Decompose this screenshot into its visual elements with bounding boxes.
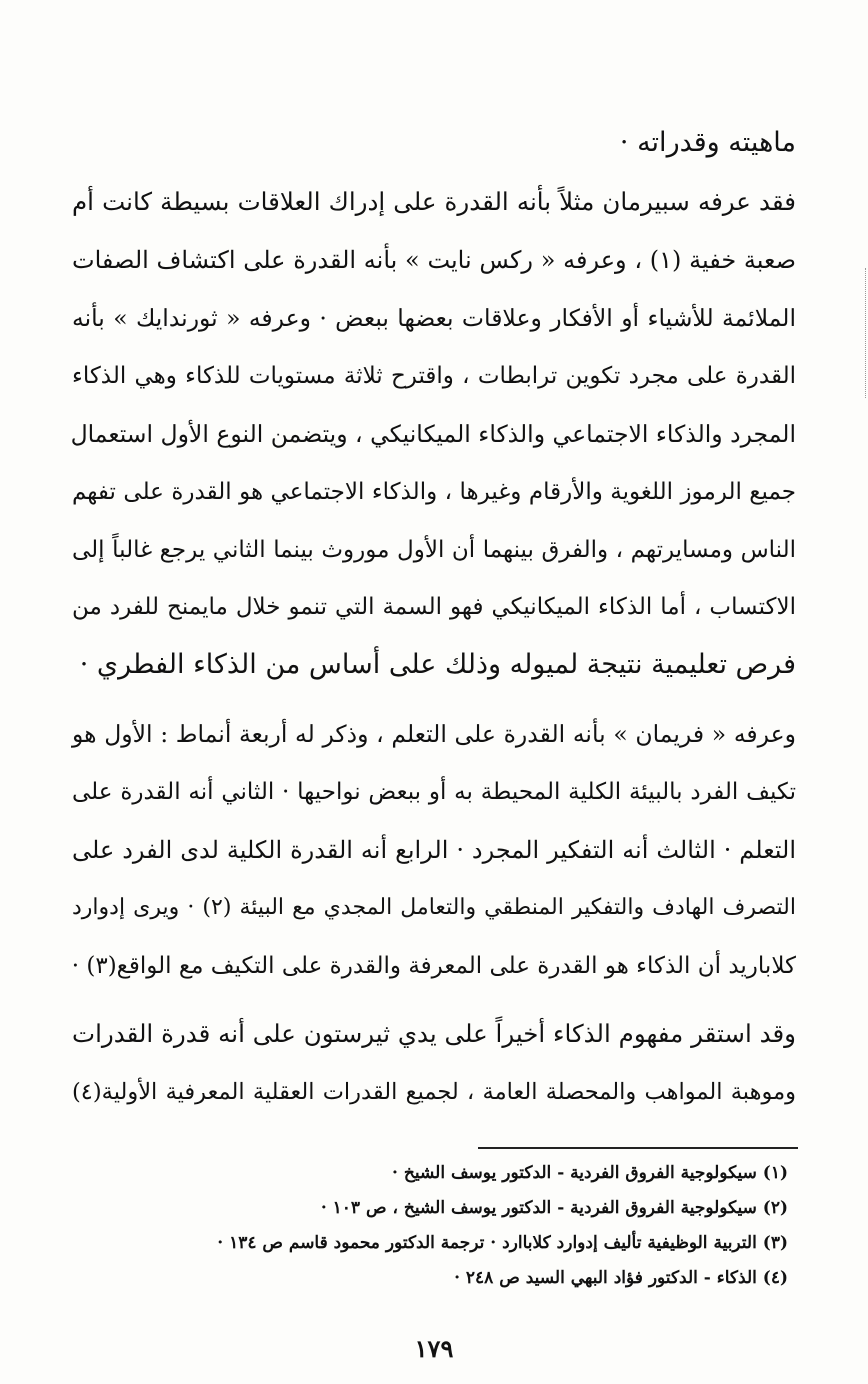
paragraph-1-line-9: فرص تعليمية نتيجة لميوله وذلك على أساس من الذكاء الفطري ·	[79, 649, 796, 680]
paragraph-3-line-2: وموهبة المواهب والمحصلة العامة ، لجميع القدرات العقلية المعرفية الأولية(٤)	[72, 1079, 796, 1105]
paragraph-2-line-3: التعلم · الثالث أنه التفكير المجرد · الرابع أنه القدرة الكلية لدى الفرد على	[72, 836, 796, 864]
paragraph-1-line-4: القدرة على مجرد تكوين ترابطات ، واقترح ثلاثة مستويات للذكاء وهي الذكاء	[72, 363, 796, 389]
footnote-4: (٤) الذكاء - الدكتور فؤاد البهي السيد ص ٢٤٨ ·	[454, 1268, 788, 1288]
footnote-3: (٣) التربية الوظيفية تأليف إدوارد كلاباارد · ترجمة الدكتور محمود قاسم ص ١٣٤ ·	[217, 1233, 788, 1253]
footnote-1: (١) سيكولوجية الفروق الفردية - الدكتور يوسف الشيخ ·	[392, 1163, 788, 1183]
continuation-line: ماهيته وقدراته ·	[619, 127, 796, 158]
paragraph-1-line-8: الاكتساب ، أما الذكاء الميكانيكي فهو السمة التي تنمو خلال مايمنح للفرد من	[72, 594, 796, 620]
paragraph-1-line-1: فقد عرفه سبيرمان مثلاً بأنه القدرة على إدراك العلاقات بسيطة كانت أم	[72, 187, 796, 216]
paragraph-1-line-2: صعبة خفية (١) ، وعرفه « ركس نايت » بأنه القدرة على اكتشاف الصفات	[72, 246, 796, 274]
paragraph-1-line-7: الناس ومسايرتهم ، والفرق بينهما أن الأول موروث بينما الثاني يرجع غالباً إلى	[72, 537, 796, 563]
paragraph-2-line-1: وعرفه « فريمان » بأنه القدرة على التعلم ، وذكر له أربعة أنماط : الأول هو	[72, 720, 796, 748]
page-number: ١٧٩	[414, 1334, 454, 1363]
paragraph-1-line-5: المجرد والذكاء الاجتماعي والذكاء الميكانيكي ، ويتضمن النوع الأول استعمال	[70, 420, 796, 448]
footnote-divider	[478, 1147, 798, 1149]
footnote-2: (٢) سيكولوجية الفروق الفردية - الدكتور يوسف الشيخ ، ص ١٠٣ ·	[320, 1198, 788, 1218]
paragraph-3-line-1: وقد استقر مفهوم الذكاء أخيراً على يدي ثيرستون على أنه قدرة القدرات	[72, 1019, 796, 1048]
paragraph-2-line-4: التصرف الهادف والتفكير المنطقي والتعامل المجدي مع البيئة (٢) · ويرى إدوارد	[72, 895, 796, 920]
paragraph-1-line-6: جميع الرموز اللغوية والأرقام وغيرها ، والذكاء الاجتماعي هو القدرة على تفهم	[72, 479, 796, 505]
page-edge-mark	[862, 268, 866, 398]
paragraph-2-line-5: كلاباريد أن الذكاء هو القدرة على المعرفة والقدرة على التكيف مع الواقع(٣) ·	[71, 953, 796, 979]
paragraph-2-line-2: تكيف الفرد بالبيئة الكلية المحيطة به أو ببعض نواحيها · الثاني أنه القدرة على	[72, 779, 796, 805]
paragraph-1-line-3: الملائمة للأشياء أو الأفكار وعلاقات بعضها ببعض · وعرفه « ثورندايك » بأنه	[72, 304, 796, 332]
